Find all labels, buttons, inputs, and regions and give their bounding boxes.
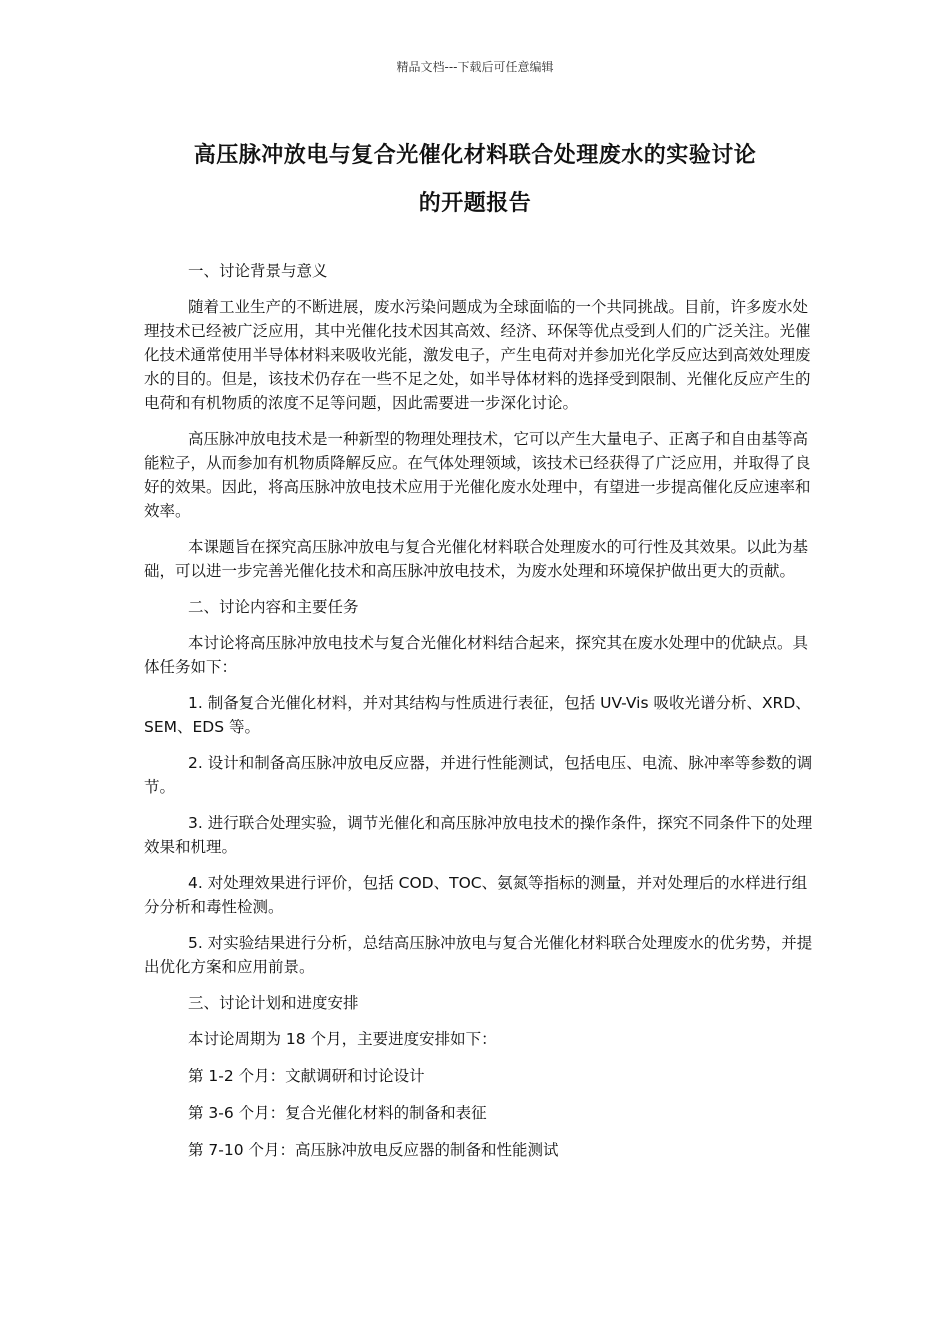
task-item: 4. 对处理效果进行评价，包括 COD、TOC、氨氮等指标的测量，并对处理后的水样进行组分分析和毒性检测。 — [144, 874, 808, 916]
schedule-item: 第 3-6 个月：复合光催化材料的制备和表征 — [188, 1104, 487, 1122]
schedule-item: 第 1-2 个月：文献调研和讨论设计 — [188, 1067, 425, 1085]
header-note: 精品文档---下载后可任意编辑 — [396, 60, 554, 74]
section1-heading: 一、讨论背景与意义 — [188, 262, 328, 280]
section3-heading: 三、讨论计划和进度安排 — [188, 994, 359, 1012]
section2-intro: 本讨论将高压脉冲放电技术与复合光催化材料结合起来，探究其在废水处理中的优缺点。具体任务如下： — [144, 634, 809, 676]
section1-paragraph: 随着工业生产的不断进展，废水污染问题成为全球面临的一个共同挑战。目前，许多废水处理技术已经被广泛应用，其中光催化技术因其高效、经济、环保等优点受到人们的广泛关注。光催化技术通常使用半导体材料来吸收光能，激发电子，产生电荷对并参加光化学反应达到高效处理废水的目的。但是，该技术仍存在一些不足之处，如半导体材料的选择受到限制、光催化反应产生的电荷和有机物质的浓度不足等问题，因此需要进一步深化讨论。 — [144, 298, 811, 412]
task-item: 3. 进行联合处理实验，调节光催化和高压脉冲放电技术的操作条件，探究不同条件下的处理效果和机理。 — [144, 814, 813, 856]
schedule-item: 第 7-10 个月：高压脉冲放电反应器的制备和性能测试 — [188, 1141, 559, 1159]
task-item: 2. 设计和制备高压脉冲放电反应器，并进行性能测试，包括电压、电流、脉冲率等参数的调节。 — [144, 754, 813, 796]
section3-intro: 本讨论周期为 18 个月，主要进度安排如下： — [188, 1030, 497, 1048]
section1-paragraph: 高压脉冲放电技术是一种新型的物理处理技术，它可以产生大量电子、正离子和自由基等高能粒子，从而参加有机物质降解反应。在气体处理领域，该技术已经获得了广泛应用，并取得了良好的效果。因此，将高压脉冲放电技术应用于光催化废水处理中，有望进一步提高催化反应速率和效率。 — [144, 430, 811, 520]
section2-heading: 二、讨论内容和主要任务 — [188, 598, 359, 616]
document-body — [144, 259, 814, 1175]
title-line-1: 高压脉冲放电与复合光催化材料联合处理废水的实验讨论 — [193, 143, 757, 168]
task-item: 5. 对实验结果进行分析，总结高压脉冲放电与复合光催化材料联合处理废水的优劣势，并提出优化方案和应用前景。 — [144, 934, 813, 976]
section1-paragraph: 本课题旨在探究高压脉冲放电与复合光催化材料联合处理废水的可行性及其效果。以此为基础，可以进一步完善光催化技术和高压脉冲放电技术，为废水处理和环境保护做出更大的贡献。 — [144, 538, 809, 580]
title-line-2: 的开题报告 — [418, 191, 532, 216]
task-item: 1. 制备复合光催化材料，并对其结构与性质进行表征，包括 UV-Vis 吸收光谱分析、XRD、SEM、EDS 等。 — [144, 694, 811, 736]
